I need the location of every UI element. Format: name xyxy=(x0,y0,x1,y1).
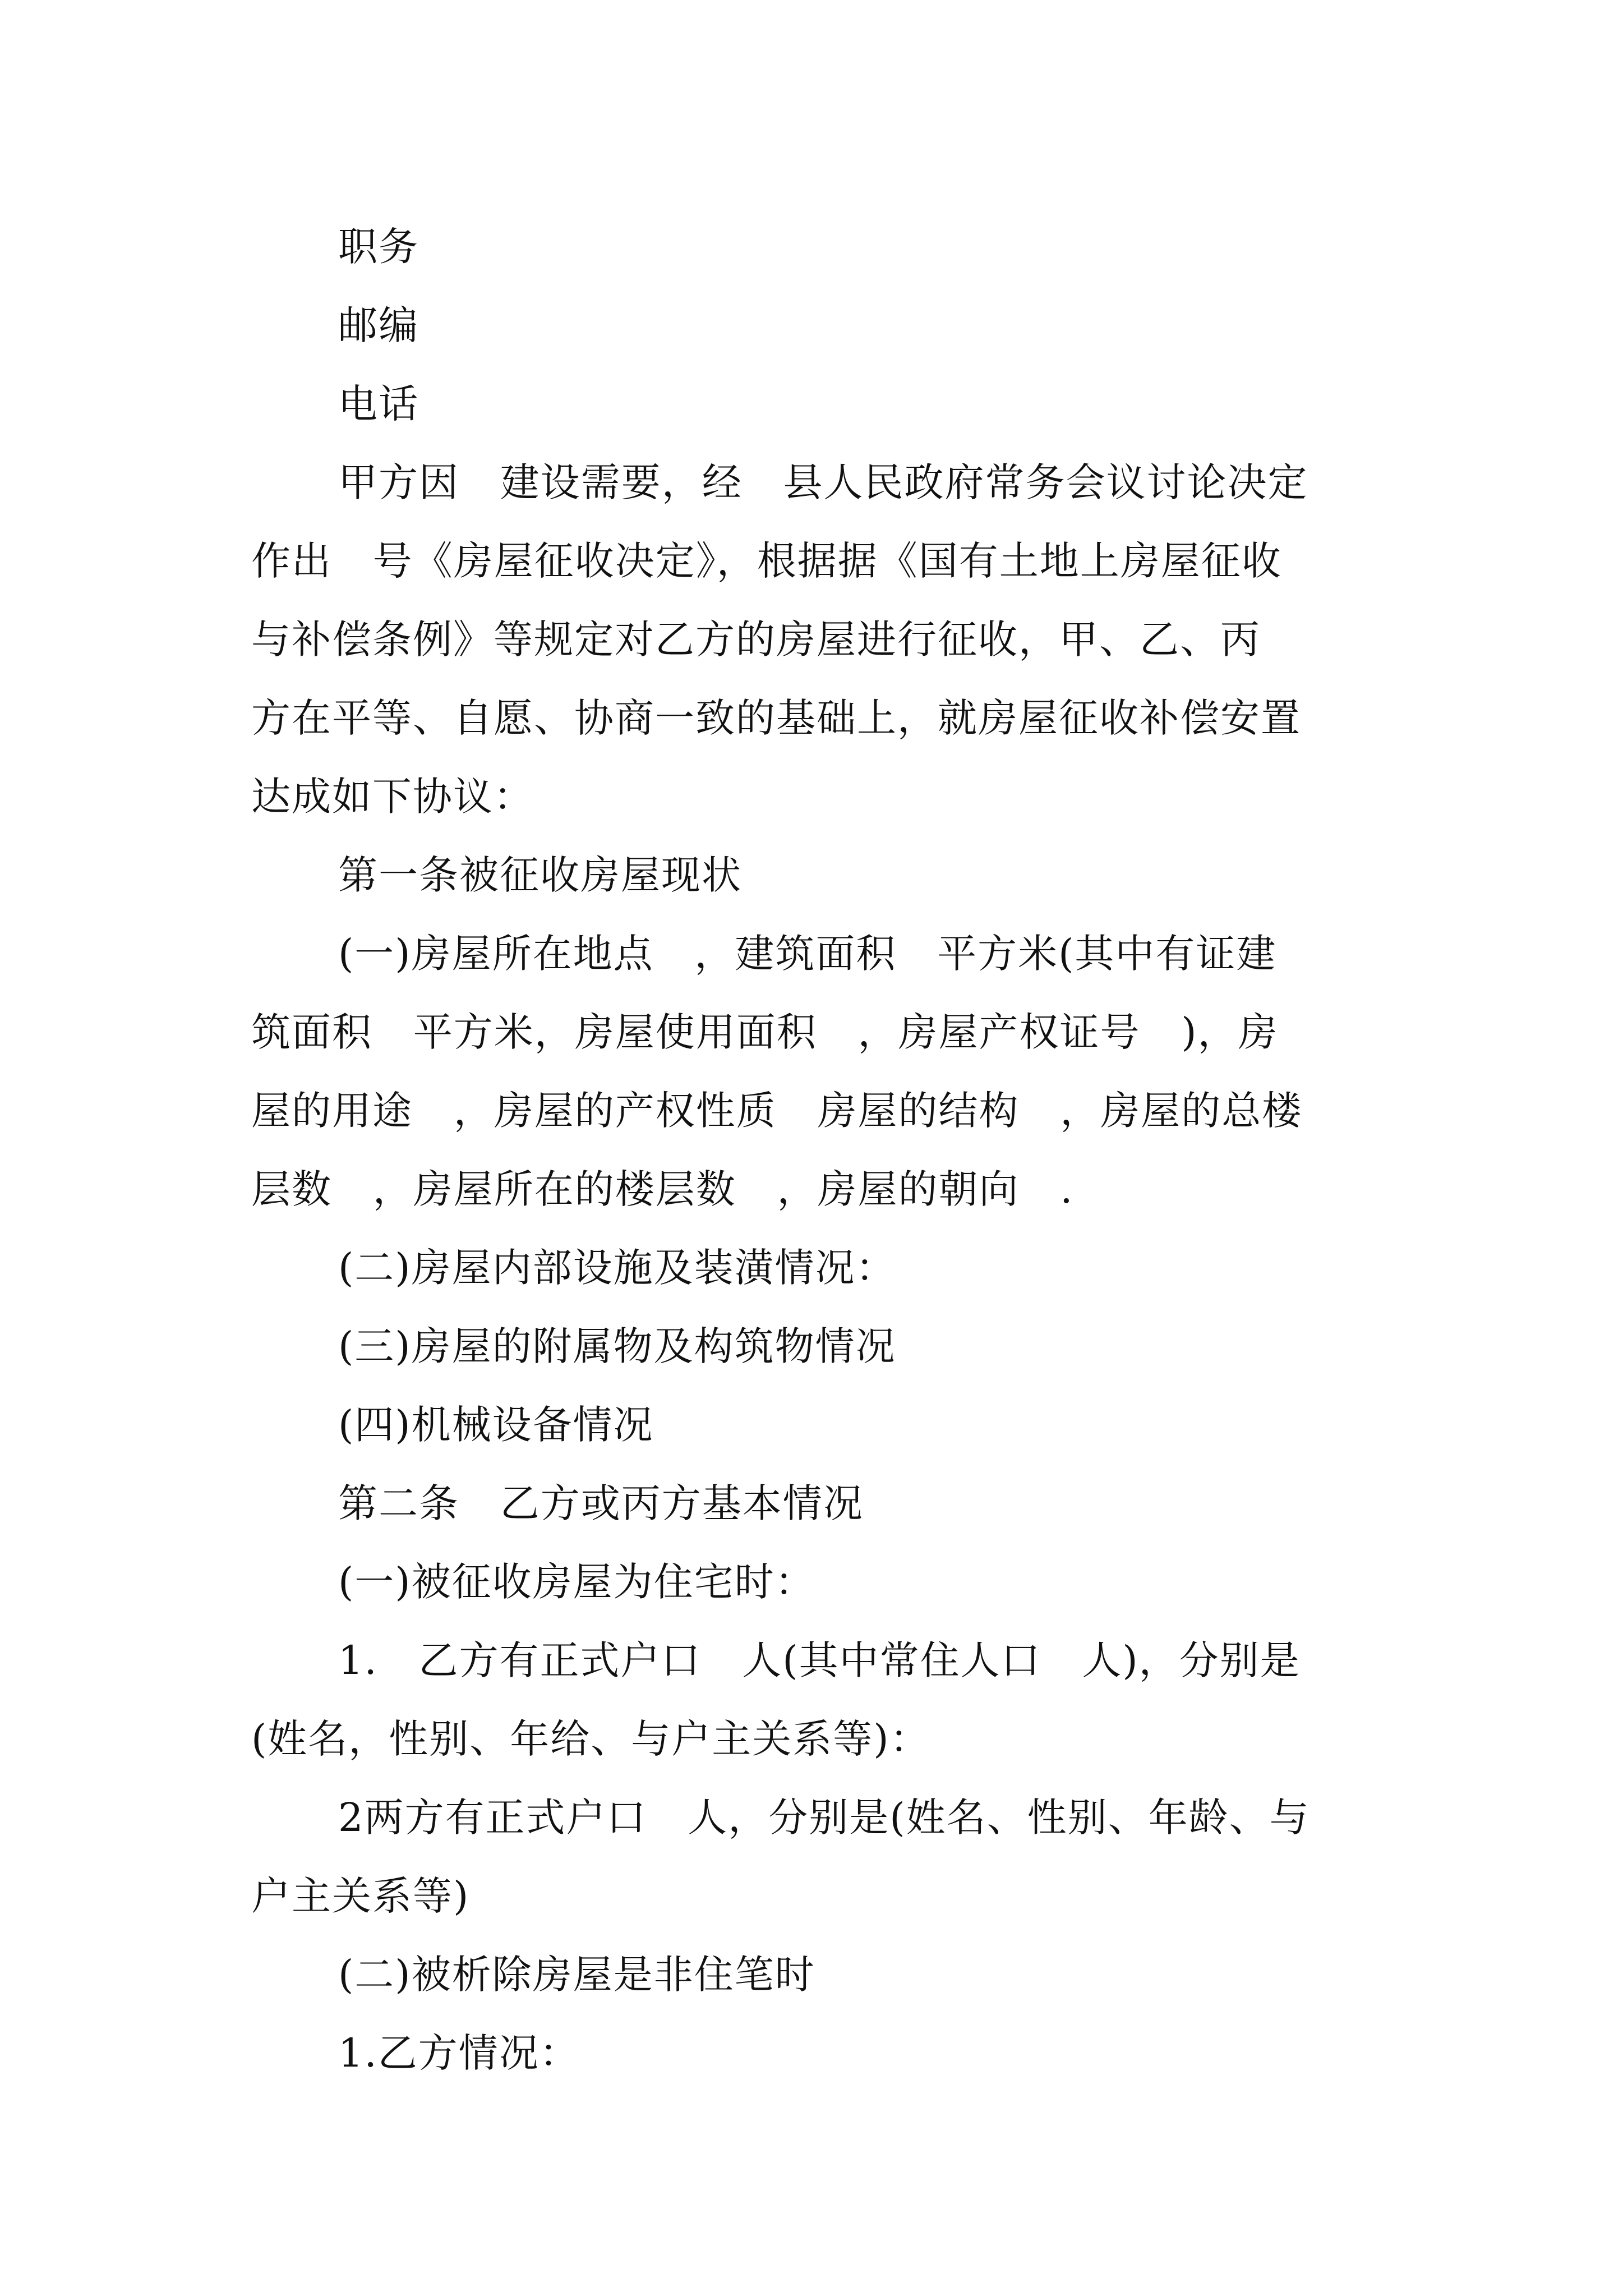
article-2-clause-2: (二)被析除房屋是非住笔时 xyxy=(338,1952,815,1998)
document-body xyxy=(251,208,1390,2092)
article-1-clause-1-line-4: 层数 ，房屋所在的楼层数 ，房屋的朝向 . xyxy=(251,1166,1074,1212)
article-1-clause-3: (三)房屋的附属物及构筑物情况 xyxy=(338,1323,896,1369)
article-2-item-1-line-1: 1. 乙方有正式户口 人(其中常住人口 人)，分别是 xyxy=(338,1637,1301,1683)
article-1-clause-4: (四)机械设备情况 xyxy=(338,1402,654,1448)
article-1-clause-1-line-3: 屋的用途 ，房屋的产权性质 房屋的结构 ，房屋的总楼 xyxy=(251,1088,1303,1134)
preamble-line-4: 方在平等、自愿、协商一致的基础上，就房屋征收补偿安置 xyxy=(251,695,1301,741)
article-1-clause-1-line-2: 筑面积 平方米，房屋使用面积 ，房屋产权证号 )，房 xyxy=(251,1009,1279,1055)
field-label-phone: 电话 xyxy=(338,381,419,427)
preamble-line-1: 甲方因 建设需要，经 县人民政府常务会议讨论决定 xyxy=(338,459,1308,505)
article-2-item-1-line-2: (姓名，性别、年给、与户主关系等)： xyxy=(251,1716,930,1762)
preamble-line-3: 与补偿条例》等规定对乙方的房屋进行征收，甲、乙、丙 xyxy=(251,616,1261,662)
preamble-line-5: 达成如下协议： xyxy=(251,774,534,820)
field-label-postcode: 邮编 xyxy=(338,302,419,348)
article-2-item-2-line-2: 户主关系等) xyxy=(251,1873,470,1919)
article-2-clause-1: (一)被征收房屋为住宅时： xyxy=(338,1559,815,1605)
article-2-heading: 第二条 乙方或丙方基本情况 xyxy=(338,1480,864,1526)
article-1-clause-1-line-1: (一)房屋所在地点 ，建筑面积 平方米(其中有证建 xyxy=(338,931,1277,977)
preamble-line-2: 作出 号《房屋征收决定》，根据据《国有土地上房屋征收 xyxy=(251,538,1282,584)
article-2-clause-2-item-1: 1.乙方情况： xyxy=(338,2030,580,2076)
field-label-position: 职务 xyxy=(338,224,419,270)
article-2-item-2-line-1: 2两方有正式户口 人，分别是(姓名、性别、年龄、与 xyxy=(338,1795,1310,1841)
article-1-heading: 第一条被征收房屋现状 xyxy=(338,852,742,898)
article-1-clause-2: (二)房屋内部设施及装潢情况： xyxy=(338,1245,896,1291)
